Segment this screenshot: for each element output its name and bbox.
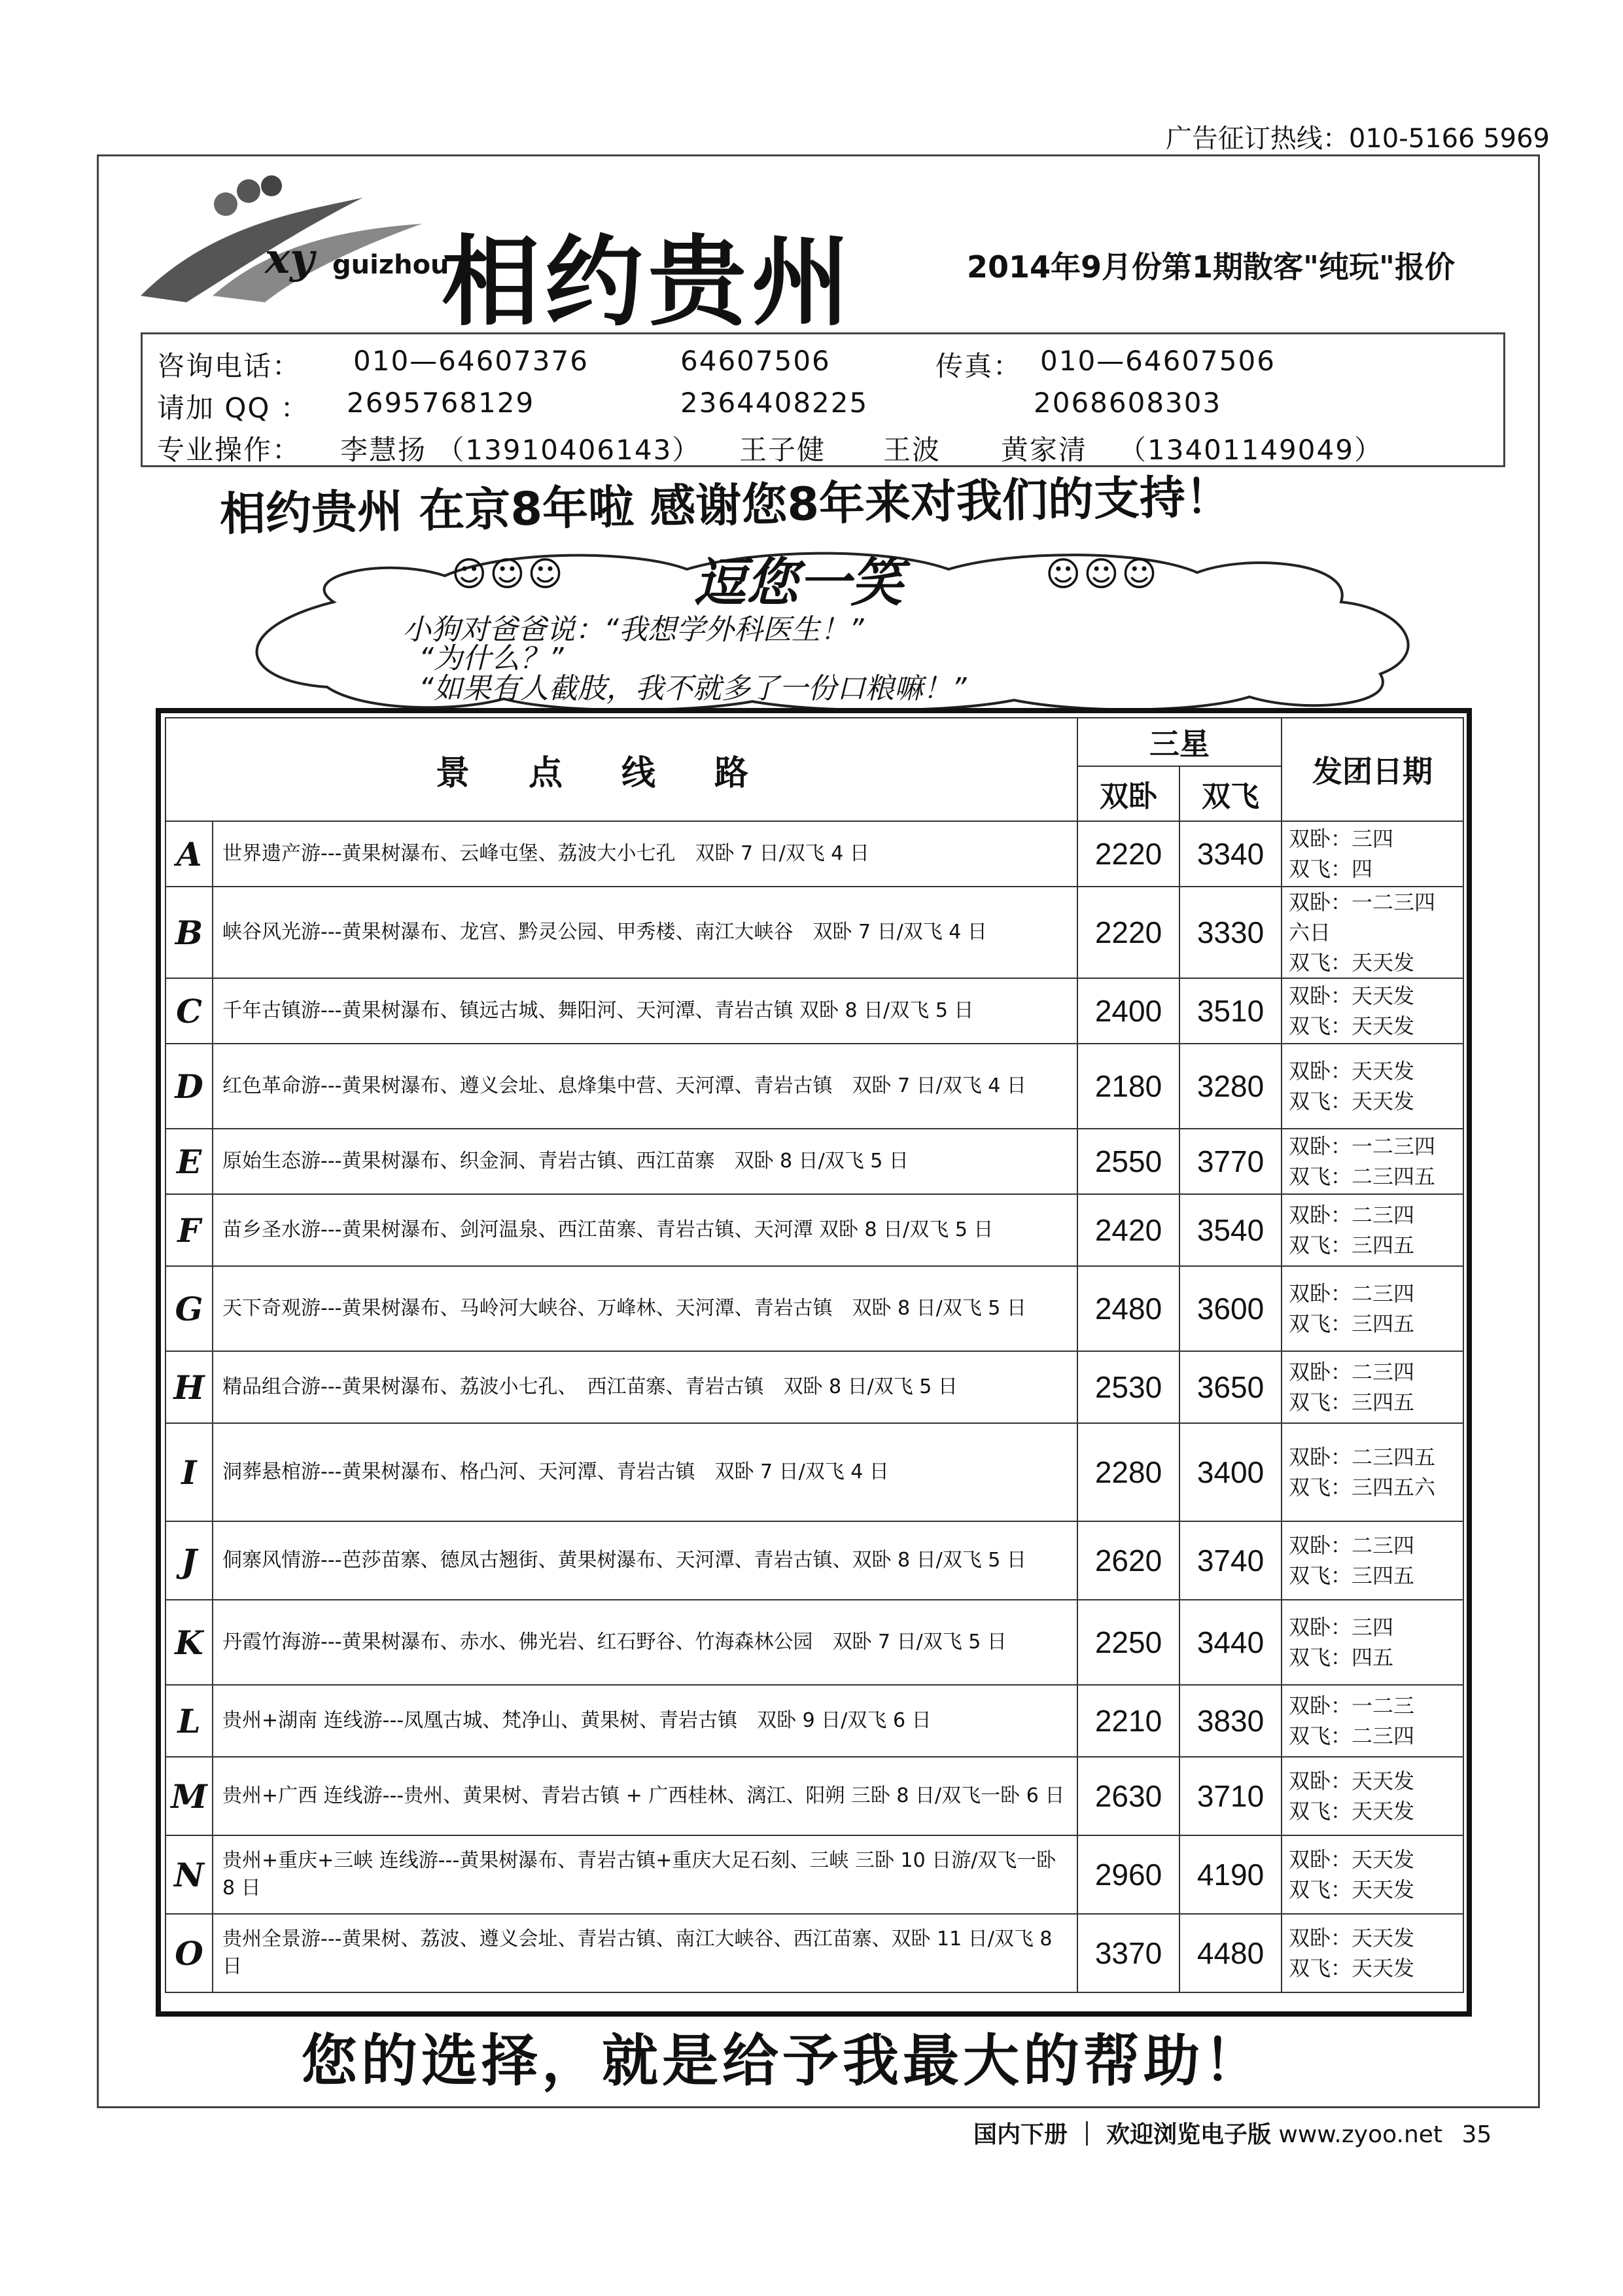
route-letter: F xyxy=(166,1194,213,1266)
table-row xyxy=(166,1266,1463,1351)
departure-date-line: 双卧：天天发 xyxy=(1289,1926,1415,1951)
fax-number: 010—64607506 xyxy=(1040,345,1276,377)
departure-dates xyxy=(1282,1129,1463,1194)
price-shuangfei: 3710 xyxy=(1179,1757,1282,1835)
price-shuangfei: 3740 xyxy=(1179,1521,1282,1600)
departure-date-line: 双卧：天天发 xyxy=(1289,1769,1415,1793)
route-description: 精品组合游---黄果树瀑布、荔波小七孔、 西江苗寨、青岩古镇 双卧 8 日/双飞 5 日 xyxy=(213,1351,1077,1423)
departure-date-line: 双卧：天天发 xyxy=(1289,983,1415,1008)
departure-dates xyxy=(1282,821,1463,887)
contact-box xyxy=(141,332,1505,467)
staff-phone-4: （13401149049） xyxy=(1119,434,1383,466)
price-shuangwo: 2220 xyxy=(1077,821,1179,887)
price-table xyxy=(165,717,1464,1993)
price-shuangfei: 3540 xyxy=(1179,1194,1282,1266)
table-row xyxy=(166,821,1463,887)
table-row xyxy=(166,1044,1463,1129)
table-row xyxy=(166,1600,1463,1685)
route-description: 天下奇观游---黄果树瀑布、马岭河大峡谷、万峰林、天河潭、青岩古镇 双卧 8 日/双飞 5 日 xyxy=(213,1266,1077,1351)
price-shuangfei: 4190 xyxy=(1179,1835,1282,1914)
table-row xyxy=(166,1685,1463,1757)
departure-date-line: 双飞：天天发 xyxy=(1289,1956,1415,1981)
laughing-faces-icon: ☺☺☺ xyxy=(1045,555,1160,594)
table-row xyxy=(166,887,1463,978)
departure-dates xyxy=(1282,1521,1463,1600)
table-row xyxy=(166,1129,1463,1194)
price-shuangfei: 3400 xyxy=(1179,1423,1282,1521)
departure-date-line: 双飞：四 xyxy=(1289,857,1373,881)
route-description: 苗乡圣水游---黄果树瀑布、剑河温泉、西江苗寨、青岩古镇、天河潭 双卧 8 日/双飞 5 日 xyxy=(213,1194,1077,1266)
departure-dates xyxy=(1282,978,1463,1044)
departure-dates xyxy=(1282,1351,1463,1423)
route-description: 原始生态游---黄果树瀑布、织金洞、青岩古镇、西江苗寨 双卧 8 日/双飞 5 日 xyxy=(213,1129,1077,1194)
departure-dates xyxy=(1282,1757,1463,1835)
departure-date-line: 双卧：三四 xyxy=(1289,826,1394,851)
joke-line-3: “如果有人截肢，我不就多了一份口粮嘛！” xyxy=(419,672,967,705)
route-description: 贵州+广西 连线游---贵州、黄果树、青岩古镇 + 广西桂林、漓江、阳朔 三卧 8 日/双飞一卧 6 日 xyxy=(213,1757,1077,1835)
price-shuangwo: 2210 xyxy=(1077,1685,1179,1757)
joke-line-1: 小狗对爸爸说：“我想学外科医生！” xyxy=(402,613,864,646)
route-description: 千年古镇游---黄果树瀑布、镇远古城、舞阳河、天河潭、青岩古镇 双卧 8 日/双飞 5 日 xyxy=(213,978,1077,1044)
departure-date-line: 双卧：天天发 xyxy=(1289,1059,1415,1084)
qq-number-1: 2695768129 xyxy=(347,387,535,419)
route-description: 世界遗产游---黄果树瀑布、云峰屯堡、荔波大小七孔 双卧 7 日/双飞 4 日 xyxy=(213,821,1077,887)
table-row xyxy=(166,1914,1463,1992)
route-letter: C xyxy=(166,978,213,1044)
price-shuangfei: 3650 xyxy=(1179,1351,1282,1423)
price-shuangfei: 3280 xyxy=(1179,1044,1282,1129)
departure-dates xyxy=(1282,1266,1463,1351)
price-shuangfei: 3340 xyxy=(1179,821,1282,887)
price-shuangwo: 2480 xyxy=(1077,1266,1179,1351)
departure-dates xyxy=(1282,1044,1463,1129)
route-description: 峡谷风光游---黄果树瀑布、龙宫、黔灵公园、甲秀楼、南江大峡谷 双卧 7 日/双飞 4 日 xyxy=(213,887,1077,978)
header-shuangwo: 双卧 xyxy=(1077,766,1179,821)
price-shuangwo: 2550 xyxy=(1077,1129,1179,1194)
route-letter: M xyxy=(166,1757,213,1835)
price-shuangwo: 2220 xyxy=(1077,887,1179,978)
route-description: 贵州+重庆+三峡 连线游---黄果树瀑布、青岩古镇+重庆大足石刻、三峡 三卧 10 日游/双飞一卧 8 日 xyxy=(213,1835,1077,1914)
table-row xyxy=(166,978,1463,1044)
joke-line-2: “为什么？” xyxy=(419,642,564,675)
staff-name-2: 王子健 xyxy=(739,434,826,466)
page-footer xyxy=(973,2116,1492,2149)
price-shuangwo: 2960 xyxy=(1077,1835,1179,1914)
price-shuangwo: 3370 xyxy=(1077,1914,1179,1992)
price-table-frame xyxy=(156,708,1472,2017)
departure-date-line: 双卧：二三四五 xyxy=(1289,1445,1436,1470)
table-row xyxy=(166,1351,1463,1423)
table-row xyxy=(166,1757,1463,1835)
route-description: 贵州全景游---黄果树、荔波、遵义会址、青岩古镇、南江大峡谷、西江苗寨、双卧 11 日/双飞 8 日 xyxy=(213,1914,1077,1992)
footer-url[interactable]: www.zyoo.net xyxy=(1278,2121,1443,2148)
anniversary-slogan: 相约贵州 在京8年啦 感谢您8年来对我们的支持！ xyxy=(219,470,1232,541)
route-letter: O xyxy=(166,1914,213,1992)
footer-slogan: 您的选择，就是给予我最大的帮助！ xyxy=(301,2028,1264,2094)
header-date: 发团日期 xyxy=(1282,718,1463,821)
route-letter: H xyxy=(166,1351,213,1423)
header-shuangfei: 双飞 xyxy=(1179,766,1282,821)
phone-label: 咨询电话： xyxy=(157,350,302,382)
price-shuangfei: 3600 xyxy=(1179,1266,1282,1351)
price-shuangfei: 3440 xyxy=(1179,1600,1282,1685)
departure-date-line: 双飞：三四五 xyxy=(1289,1233,1415,1258)
departure-date-line: 双卧：一二三四 xyxy=(1289,1134,1436,1159)
table-row xyxy=(166,1521,1463,1600)
phone-number-2: 64607506 xyxy=(680,345,831,377)
phone-number-1: 010—64607376 xyxy=(353,345,589,377)
price-shuangfei: 3830 xyxy=(1179,1685,1282,1757)
header-route: 景点线路 xyxy=(166,718,1077,821)
route-letter: J xyxy=(166,1521,213,1600)
price-shuangwo: 2250 xyxy=(1077,1600,1179,1685)
price-shuangwo: 2620 xyxy=(1077,1521,1179,1600)
price-shuangwo: 2530 xyxy=(1077,1351,1179,1423)
footer-text: 欢迎浏览电子版 xyxy=(1106,2121,1271,2148)
route-letter: E xyxy=(166,1129,213,1194)
footer-section: 国内下册 xyxy=(973,2121,1068,2148)
route-letter: D xyxy=(166,1044,213,1129)
table-row xyxy=(166,1194,1463,1266)
departure-date-line: 六日 xyxy=(1289,920,1331,945)
table-row xyxy=(166,1423,1463,1521)
header-star: 三星 xyxy=(1077,718,1282,766)
price-shuangwo: 2420 xyxy=(1077,1194,1179,1266)
departure-date-line: 双卧：三四 xyxy=(1289,1615,1394,1640)
price-shuangwo: 2630 xyxy=(1077,1757,1179,1835)
route-letter: A xyxy=(166,821,213,887)
departure-dates xyxy=(1282,1600,1463,1685)
departure-dates xyxy=(1282,1835,1463,1914)
staff-name-1: 李慧扬 （13910406143） xyxy=(340,434,701,466)
departure-date-line: 双卧：二三四 xyxy=(1289,1360,1415,1385)
route-description: 贵州+湖南 连线游---凤凰古城、梵净山、黄果树、青岩古镇 双卧 9 日/双飞 6 日 xyxy=(213,1685,1077,1757)
departure-date-line: 双飞：三四五 xyxy=(1289,1311,1415,1336)
price-shuangfei: 3770 xyxy=(1179,1129,1282,1194)
route-letter: N xyxy=(166,1835,213,1914)
price-shuangfei: 3510 xyxy=(1179,978,1282,1044)
qq-label: 请加 QQ ： xyxy=(157,392,309,424)
departure-dates xyxy=(1282,1914,1463,1992)
logo-mark: xy xyxy=(265,234,315,283)
staff-label: 专业操作： xyxy=(157,434,302,466)
departure-date-line: 双卧：一二三 xyxy=(1289,1693,1415,1718)
route-letter: G xyxy=(166,1266,213,1351)
route-letter: K xyxy=(166,1600,213,1685)
laughing-faces-icon: ☺☺☺ xyxy=(451,555,566,594)
price-shuangwo: 2280 xyxy=(1077,1423,1179,1521)
departure-date-line: 双飞：二三四 xyxy=(1289,1723,1415,1748)
departure-date-line: 双卧：天天发 xyxy=(1289,1847,1415,1872)
departure-date-line: 双飞：三四五六 xyxy=(1289,1475,1436,1500)
route-description: 红色革命游---黄果树瀑布、遵义会址、息烽集中营、天河潭、青岩古镇 双卧 7 日/双飞 4 日 xyxy=(213,1044,1077,1129)
fax-label: 传真： xyxy=(935,350,1022,382)
route-description: 丹霞竹海游---黄果树瀑布、赤水、佛光岩、红石野谷、竹海森林公园 双卧 7 日/双飞 5 日 xyxy=(213,1600,1077,1685)
issue-title: 2014年9月份第1期散客"纯玩"报价 xyxy=(967,249,1455,285)
departure-date-line: 双飞：天天发 xyxy=(1289,1877,1415,1902)
route-description: 洞葬悬棺游---黄果树瀑布、格凸河、天河潭、青岩古镇 双卧 7 日/双飞 4 日 xyxy=(213,1423,1077,1521)
departure-date-line: 双飞：四五 xyxy=(1289,1645,1394,1670)
departure-date-line: 双卧：二三四 xyxy=(1289,1281,1415,1306)
departure-dates xyxy=(1282,1194,1463,1266)
departure-dates xyxy=(1282,1685,1463,1757)
route-description: 侗寨风情游---芭莎苗寨、德凤古翘街、黄果树瀑布、天河潭、青岩古镇、双卧 8 日/双飞 5 日 xyxy=(213,1521,1077,1600)
price-shuangwo: 2400 xyxy=(1077,978,1179,1044)
joke-title: 逗您一笑 xyxy=(693,552,903,613)
table-row xyxy=(166,1835,1463,1914)
departure-date-line: 双卧：二三四 xyxy=(1289,1533,1415,1558)
staff-name-4: 黄家清 xyxy=(1001,434,1088,466)
route-letter: L xyxy=(166,1685,213,1757)
departure-dates xyxy=(1282,887,1463,978)
staff-name-3: 王波 xyxy=(883,434,941,466)
departure-date-line: 双飞：二三四五 xyxy=(1289,1164,1436,1189)
departure-date-line: 双飞：天天发 xyxy=(1289,1799,1415,1824)
departure-date-line: 双飞：天天发 xyxy=(1289,1089,1415,1114)
departure-date-line: 双飞：天天发 xyxy=(1289,1014,1415,1038)
departure-dates xyxy=(1282,1423,1463,1521)
departure-date-line: 双飞：天天发 xyxy=(1289,950,1415,975)
page-number: 35 xyxy=(1461,2121,1492,2148)
price-shuangfei: 3330 xyxy=(1179,887,1282,978)
departure-date-line: 双飞：三四五 xyxy=(1289,1390,1415,1415)
route-letter: B xyxy=(166,887,213,978)
brand-title: 相约贵州 xyxy=(442,226,856,340)
price-shuangwo: 2180 xyxy=(1077,1044,1179,1129)
price-shuangfei: 4480 xyxy=(1179,1914,1282,1992)
route-letter: I xyxy=(166,1423,213,1521)
qq-number-2: 2364408225 xyxy=(680,387,869,419)
footer-separator: ｜ xyxy=(1075,2121,1099,2148)
ad-hotline: 广告征订热线：010-5166 5969 xyxy=(1165,124,1550,154)
logo-subtitle: guizhou xyxy=(332,250,449,280)
departure-date-line: 双卧：二三四 xyxy=(1289,1203,1415,1227)
qq-number-3: 2068608303 xyxy=(1034,387,1222,419)
departure-date-line: 双飞：三四五 xyxy=(1289,1563,1415,1588)
departure-date-line: 双卧：一二三四 xyxy=(1289,890,1436,915)
